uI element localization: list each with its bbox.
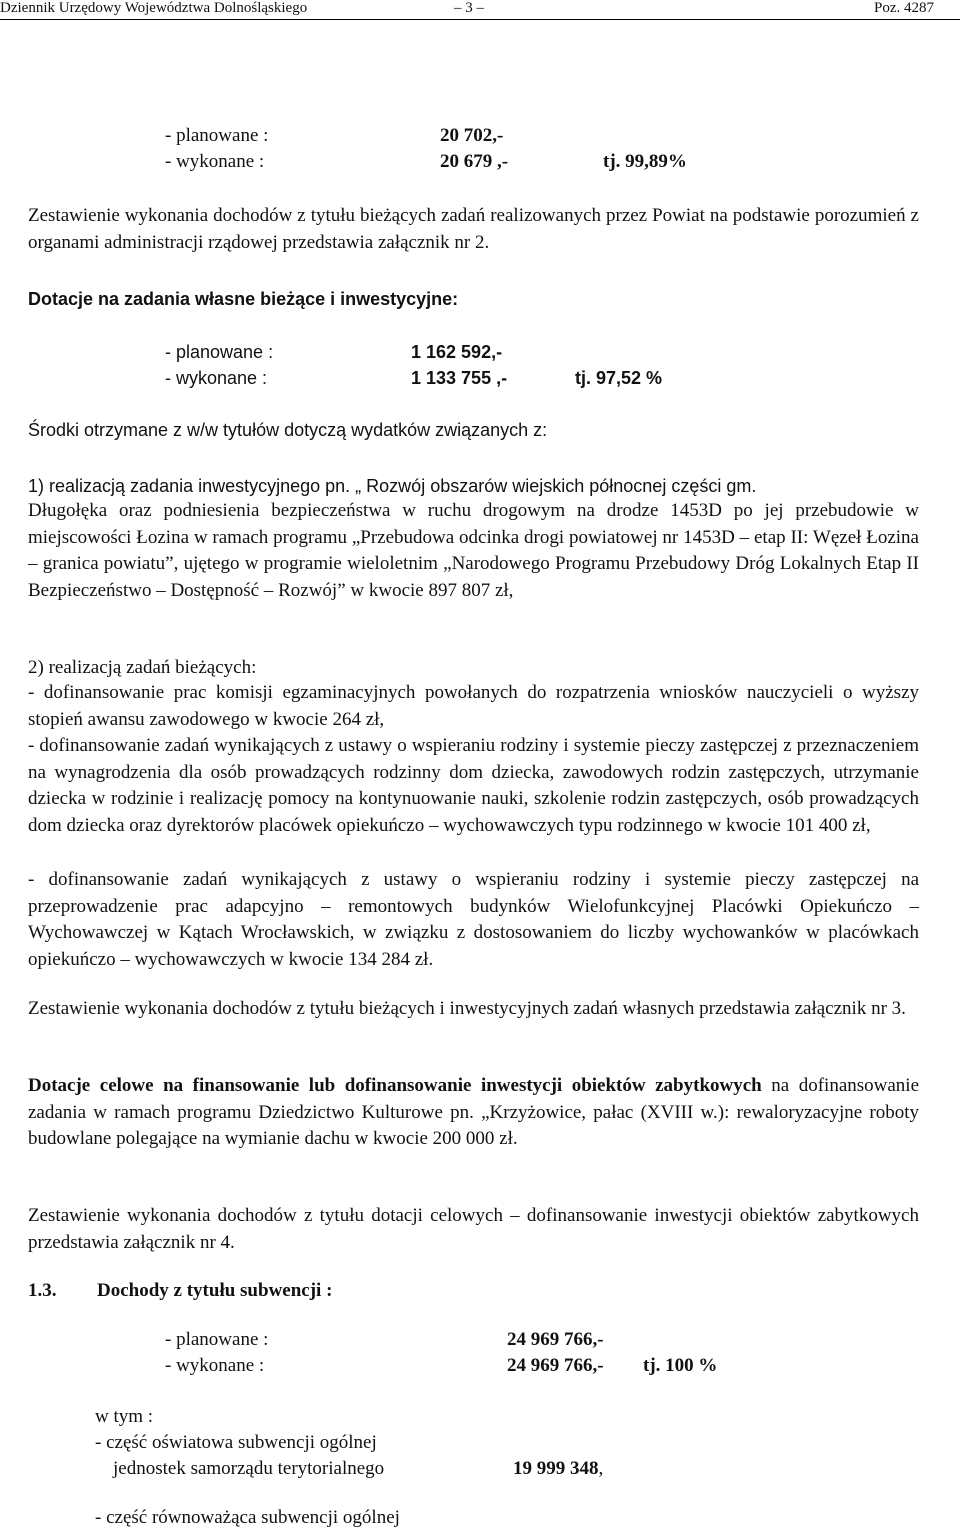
done-percent: tj. 100 % bbox=[643, 1355, 718, 1376]
planned-label: - planowane : bbox=[165, 342, 274, 362]
planned-value: 1 162 592,- bbox=[411, 342, 503, 362]
planned-label: - planowane : bbox=[165, 125, 269, 146]
done-label: - wykonane : bbox=[165, 1355, 265, 1376]
done-label: - wykonane : bbox=[165, 368, 268, 388]
heading-dotacje: Dotacje na zadania własne bieżące i inwestycyjne: bbox=[28, 289, 459, 309]
srodki-heading: Środki otrzymane z w/w tytułów dotyczą wydatków związanych z: bbox=[28, 420, 548, 440]
paragraph-zalacznik-3: Zestawienie wykonania dochodów z tytułu bieżących i inwestycyjnych zadań własnych przedstawia załącznik nr 3. bbox=[28, 998, 906, 1019]
done-value: 20 679 ,- bbox=[440, 151, 509, 172]
page-number: – 3 – bbox=[454, 0, 484, 16]
oswiatowa-line1: - część oświatowa subwencji ogólnej bbox=[95, 1432, 377, 1453]
position-number: Poz. 4287 bbox=[874, 0, 934, 16]
done-label: - wykonane : bbox=[165, 151, 265, 172]
planned-value: 20 702,- bbox=[440, 125, 504, 146]
item2-bullet-c: - dofinansowanie zadań wynikających z ustawy o wspieraniu rodziny i systemie pieczy zastępczej na przeprowadzenie prac adapcyjno – remontowych budynków Wielofunkcyjnej Placówki Opiekuńczo – Wychowawczej w Kątach Wrocławskich, w związku z dostosowaniem do liczby wychowanków w placówkach opiekuńczo – wychowawczych w kwocie 134 284 zł. bbox=[28, 869, 919, 970]
oswiatowa-amount bbox=[513, 1457, 603, 1481]
done-value: 24 969 766,- bbox=[507, 1355, 604, 1376]
paragraph-zalacznik-4: Zestawienie wykonania dochodów z tytułu dotacji celowych – dofinansowanie inwestycji obiektów zabytkowych przedstawia załącznik nr 4. bbox=[28, 1205, 919, 1253]
zabytki-rest: na dofinansowanie zadania w ramach programu Dziedzictwo Kulturowe pn. „Krzyżowice, pałac (XVIII w.): rewaloryzacyjne roboty budowlane polegające na wymianie dachu w kwocie 200 000 zł. bbox=[28, 1075, 920, 1150]
zabytki-bold: Dotacje celowe na finansowanie lub dofinansowanie inwestycji obiektów zabytkowych bbox=[28, 1075, 762, 1096]
oswiatowa-suffix: , bbox=[598, 1458, 604, 1479]
done-value: 1 133 755 ,- bbox=[411, 368, 508, 388]
item2-intro: 2) realizacją zadań bieżących: bbox=[28, 657, 257, 678]
oswiatowa-value: 19 999 348 bbox=[513, 1458, 599, 1479]
page-header bbox=[0, 0, 960, 20]
planned-label: - planowane : bbox=[165, 1329, 269, 1350]
rownowazaca-line: - część równoważąca subwencji ogólnej bbox=[95, 1507, 400, 1528]
oswiatowa-line2: jednostek samorządu terytorialnego bbox=[113, 1458, 385, 1479]
wtym-label: w tym : bbox=[95, 1406, 154, 1427]
done-percent: tj. 97,52 % bbox=[575, 368, 663, 388]
done-percent: tj. 99,89% bbox=[603, 151, 687, 172]
paragraph-zabytki bbox=[28, 1073, 919, 1153]
item1-body: Długołęka oraz podniesienia bezpieczeństwa w ruchu drogowym na drodze 1453D po jej przebudowie w miejscowości Łozina w ramach programu „Przebudowa odcinka drogi powiatowej nr 1453D – etap II: Węzeł Łozina – granica powiatu”, ujętego w programie wieloletnim „Narodowego Programu Przebudowy Dróg Lokalnych Etap II Bezpieczeństwo – Dostępność – Rozwój” w kwocie 897 807 zł, bbox=[28, 500, 919, 601]
journal-title: Dziennik Urzędowy Województwa Dolnośląskiego bbox=[0, 0, 308, 16]
item1-intro: 1) realizacją zadania inwestycyjnego pn. „ Rozwój obszarów wiejskich północnej części gm. bbox=[28, 476, 757, 496]
item2-bullet-a: - dofinansowanie prac komisji egzaminacyjnych powołanych do rozpatrzenia wniosków nauczycieli o wyższy stopień awansu zawodowego w kwocie 264 zł, bbox=[28, 682, 919, 730]
section-title: Dochody z tytułu subwencji : bbox=[97, 1280, 333, 1301]
item2-bullet-b: - dofinansowanie zadań wynikających z ustawy o wspieraniu rodziny i systemie pieczy zastępczej z przeznaczeniem na wynagrodzenia dla osób prowadzących rodzinny dom dziecka, zawodowych rodzin zastępczych, utrzymanie dziecka w rodzinie i realizację pomocy na kontynuowanie nauki, szkolenie rodzin zastępczych, osób prowadzących dom dziecka oraz dyrektorów placówek opiekuńczo – wychowawczych typu rodzinnego w kwocie 101 400 zł, bbox=[28, 735, 919, 836]
planned-value: 24 969 766,- bbox=[507, 1329, 604, 1350]
section-number: 1.3. bbox=[28, 1280, 57, 1301]
paragraph-zalacznik-2: Zestawienie wykonania dochodów z tytułu bieżących zadań realizowanych przez Powiat na podstawie porozumień z organami administracji rządowej przedstawia załącznik nr 2. bbox=[28, 205, 919, 253]
